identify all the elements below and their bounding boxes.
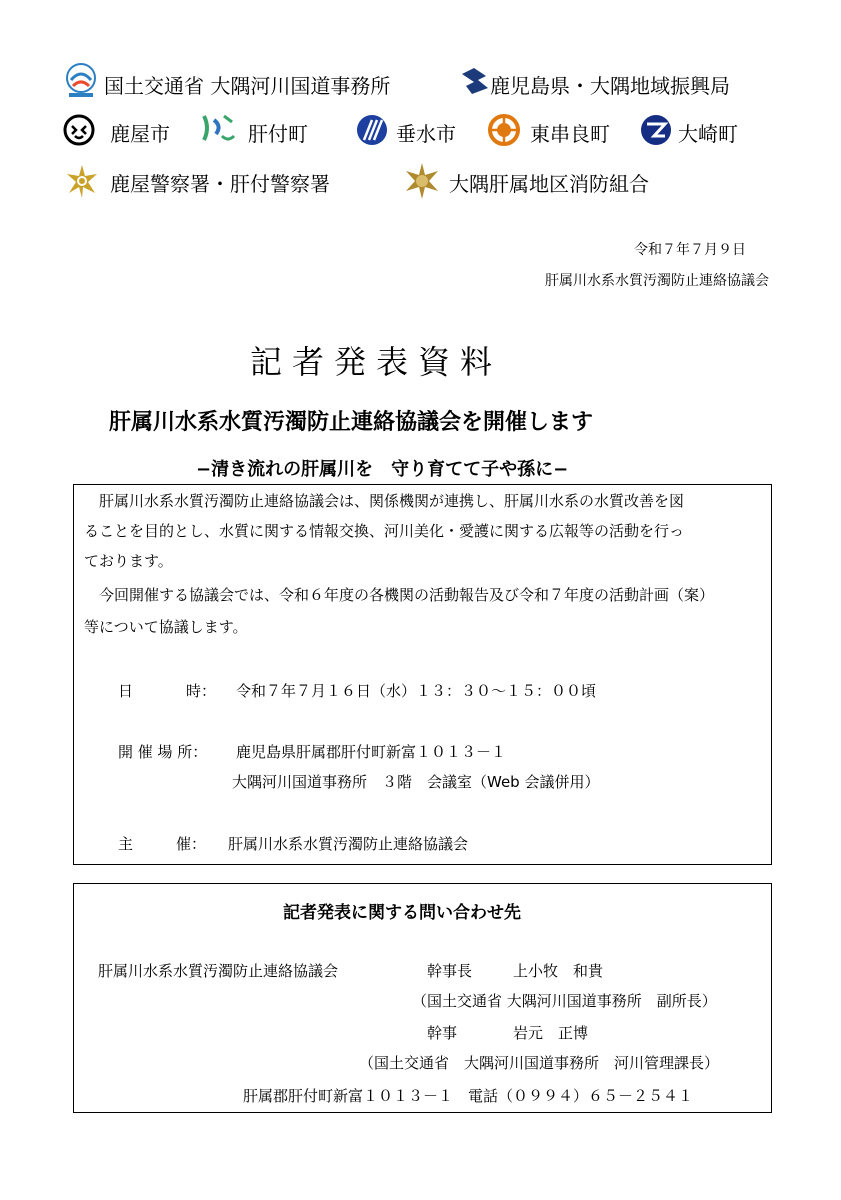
osaki-logo-icon	[640, 114, 672, 146]
intro-line-4: 今回開催する協議会では、令和６年度の各機関の活動報告及び令和７年度の活動計画（案）	[99, 586, 715, 604]
contact-affil-1: （国土交通省 大隅河川国道事務所 副所長）	[412, 992, 717, 1010]
contact-name-1: 上小牧 和貴	[513, 962, 604, 980]
higashikushira-logo-icon	[488, 114, 520, 146]
org-kagoshima-pref: 鹿児島県・大隅地域振興局	[490, 74, 730, 98]
contact-role-2: 幹事	[427, 1024, 458, 1042]
kanoya-logo-icon	[63, 114, 95, 146]
details-box	[73, 484, 772, 865]
fire-dept-emblem-icon	[403, 162, 441, 200]
mlit-logo-icon	[65, 62, 97, 98]
subtitle: −清き流れの肝属川を 守り育てて子や孫に−	[196, 459, 569, 480]
datetime-label-1: 日	[118, 682, 134, 700]
intro-line-3: ております。	[84, 552, 173, 570]
org-higashikushira: 東串良町	[530, 122, 610, 146]
host-label-1: 主	[118, 835, 134, 853]
org-kanoya: 鹿屋市	[110, 122, 170, 146]
contact-affil-2: （国土交通省 大隅河川国道事務所 河川管理課長）	[359, 1054, 720, 1072]
org-kimotsuki: 肝付町	[248, 122, 308, 146]
org-police: 鹿屋警察署・肝付警察署	[110, 172, 330, 196]
contact-title: 記者発表に関する問い合わせ先	[283, 903, 521, 923]
venue-label: 開 催 場 所：	[118, 743, 208, 761]
issuer: 肝属川水系水質汚濁防止連絡協議会	[545, 273, 769, 289]
tarumizu-logo-icon	[356, 114, 388, 146]
org-fire: 大隅肝属地区消防組合	[449, 172, 649, 196]
org-tarumizu: 垂水市	[396, 122, 456, 146]
contact-name-2: 岩元 正博	[513, 1024, 589, 1042]
kimotsuki-logo-icon	[200, 112, 236, 146]
main-heading: 肝属川水系水質汚濁防止連絡協議会を開催します	[109, 410, 594, 435]
host-value: 肝属川水系水質汚濁防止連絡協議会	[228, 835, 469, 853]
page-title: 記者発表資料	[250, 343, 503, 381]
datetime-value: 令和７年７月１６日（水）１３：３０～１５：００頃	[236, 682, 597, 700]
intro-line-2: ることを目的とし、水質に関する情報交換、河川美化・愛護に関する広報等の活動を行っ	[84, 522, 685, 540]
venue-value-1: 鹿児島県肝属郡肝付町新富１０１３－１	[236, 743, 507, 761]
org-mlit: 国土交通省 大隅河川国道事務所	[104, 74, 391, 98]
org-osaki: 大崎町	[678, 122, 738, 146]
issue-date: 令和７年７月９日	[634, 242, 746, 258]
host-label-2: 催：	[176, 835, 207, 853]
contact-role-1: 幹事長	[427, 962, 473, 980]
contact-org: 肝属川水系水質汚濁防止連絡協議会	[98, 962, 339, 980]
intro-line-5: 等について協議します。	[84, 618, 248, 636]
intro-line-1: 肝属川水系水質汚濁防止連絡協議会は、関係機関が連携し、肝属川水系の水質改善を図	[99, 492, 685, 510]
contact-address: 肝属郡肝付町新富１０１３－１ 電話（０９９４）６５－２５４１	[243, 1087, 694, 1105]
kagoshima-pref-logo-icon	[460, 66, 490, 96]
datetime-label-2: 時：	[186, 682, 217, 700]
venue-value-2: 大隅河川国道事務所 ３階 会議室（Web 会議併用）	[232, 773, 600, 791]
police-emblem-icon	[64, 163, 100, 199]
